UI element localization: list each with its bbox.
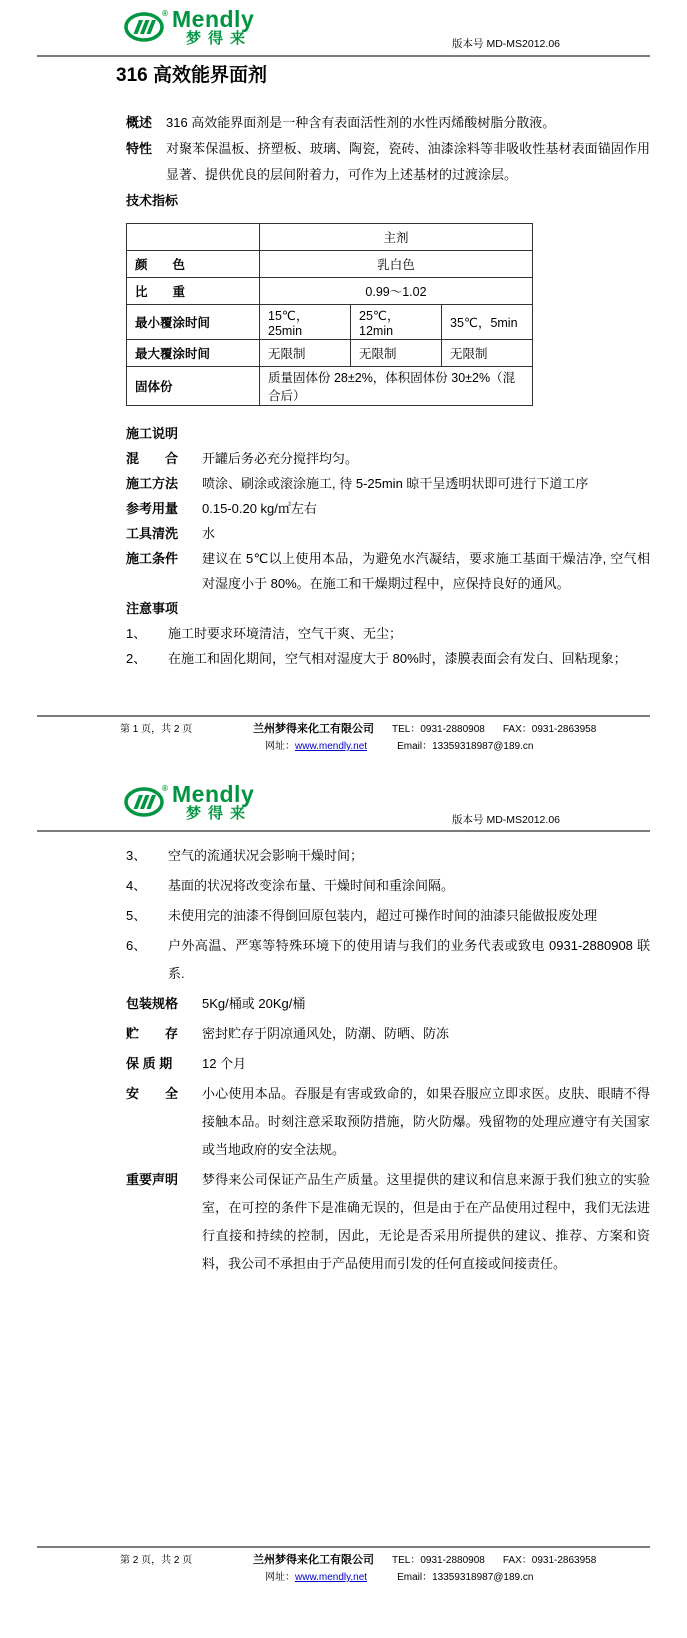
method-text: 喷涂、刷涂或滚涂施工, 待 5-25min 晾干呈透明状即可进行下道工序 bbox=[202, 476, 589, 491]
solids-value: 质量固体份 28±2%，体积固体份 30±2%（混合后） bbox=[260, 367, 533, 406]
page-number: 第 1 页，共 2 页 bbox=[120, 724, 193, 735]
mendly-logo-icon bbox=[124, 8, 170, 44]
note-text: 在施工和固化期间，空气相对湿度大于 80%时，漆膜表面会有发白、回粘现象； bbox=[168, 651, 627, 666]
header-rule bbox=[37, 55, 650, 57]
mixing-text: 开罐后务必充分搅拌均匀。 bbox=[202, 451, 359, 466]
footer-website bbox=[265, 741, 367, 752]
max-recoat-1: 无限制 bbox=[260, 340, 351, 367]
table-row bbox=[127, 278, 533, 305]
version-label: 版本号 MD-MS2012.06 bbox=[452, 814, 560, 826]
method-row bbox=[126, 471, 650, 496]
page-number: 第 2 页，共 2 页 bbox=[120, 1555, 193, 1566]
packaging-label: 包装规格 bbox=[126, 996, 179, 1011]
website-link[interactable]: www.mendly.net bbox=[295, 741, 368, 752]
footer-tel: TEL：0931-2880908 bbox=[392, 1555, 485, 1566]
note-number: 5、 bbox=[126, 908, 147, 923]
note-text: 基面的状况将改变涂布量、干燥时间和重涂间隔。 bbox=[168, 878, 455, 893]
dosage-text: 0.15-0.20 kg/㎡左右 bbox=[202, 501, 317, 516]
note-number: 3、 bbox=[126, 848, 147, 863]
registered-mark: ® bbox=[162, 784, 168, 793]
shelf-life-row bbox=[126, 1050, 650, 1078]
tool-cleaning-row bbox=[126, 521, 650, 546]
table-row bbox=[127, 367, 533, 406]
notes-heading: 注意事项 bbox=[126, 601, 179, 616]
disclaimer-text: 梦得来公司保证产品生产质量。这里提供的建议和信息来源于我们独立的实验室，在可控的条件下是准确无误的，但是由于在产品使用过程中，我们无法进行直接和持续的控制，因此，无论是否采用所提供的建议、推荐、方案和资料，我公司不承担由于产品使用而引发的任何直接或间接责任。 bbox=[202, 1172, 650, 1271]
dosage-row bbox=[126, 496, 650, 521]
mixing-row bbox=[126, 446, 650, 471]
condition-label: 施工条件 bbox=[126, 551, 179, 566]
page-1 bbox=[0, 0, 687, 770]
table-row bbox=[127, 305, 533, 340]
main-agent-header: 主剂 bbox=[260, 224, 533, 251]
page1-content bbox=[116, 0, 650, 671]
disclaimer-label: 重要声明 bbox=[126, 1172, 179, 1187]
note-item-6 bbox=[126, 932, 650, 988]
condition-text: 建议在 5℃以上使用本品，为避免水汽凝结，要求施工基面干燥洁净, 空气相对湿度小于 80%。在施工和干燥期过程中，应保持良好的通风。 bbox=[202, 551, 650, 591]
company-name: 兰州梦得来化工有限公司 bbox=[253, 1554, 374, 1566]
table-row bbox=[127, 251, 533, 278]
max-recoat-2: 无限制 bbox=[351, 340, 442, 367]
safety-text: 小心使用本品。吞服是有害或致命的，如果吞服应立即求医。皮肤、眼睛不得接触本品。时刻注意采取预防措施，防火防爆。残留物的处理应遵守有关国家或当地政府的安全法规。 bbox=[202, 1086, 650, 1157]
table-row bbox=[127, 340, 533, 367]
page2-content bbox=[126, 770, 650, 1278]
footer-info bbox=[253, 1551, 596, 1583]
condition-row bbox=[126, 546, 650, 596]
packaging-row bbox=[126, 990, 650, 1018]
min-recoat-label: 最小覆涂时间 bbox=[127, 305, 260, 340]
gravity-value: 0.99～1.02 bbox=[260, 278, 533, 305]
header-rule bbox=[37, 830, 650, 832]
brand-name-chinese: 梦得来 bbox=[186, 30, 253, 47]
color-label: 颜 色 bbox=[127, 251, 260, 278]
min-recoat-35c: 35℃，5min bbox=[442, 305, 533, 340]
website-label: 网址： bbox=[265, 741, 295, 752]
footer-email: Email：13359318987@189.cn bbox=[397, 741, 534, 752]
brand-logo bbox=[124, 8, 254, 47]
product-title: 316 高效能界面剂 bbox=[116, 65, 267, 86]
tool-cleaning-text: 水 bbox=[202, 526, 216, 541]
note-text: 户外高温、严寒等特殊环境下的使用请与我们的业务代表或致电 0931-2880908 联系. bbox=[168, 938, 650, 981]
footer-tel: TEL：0931-2880908 bbox=[392, 724, 485, 735]
footer-email: Email：13359318987@189.cn bbox=[397, 1572, 534, 1583]
note-text: 空气的流通状况会影响干燥时间； bbox=[168, 848, 364, 863]
safety-label: 安 全 bbox=[126, 1086, 179, 1101]
tool-cleaning-label: 工具清洗 bbox=[126, 526, 179, 541]
min-recoat-25c: 25℃，12min bbox=[351, 305, 442, 340]
packaging-text: 5Kg/桶或 20Kg/桶 bbox=[202, 996, 306, 1011]
note-item-5 bbox=[126, 902, 650, 930]
empty-cell bbox=[127, 224, 260, 251]
note-item-4 bbox=[126, 872, 650, 900]
page2-footer bbox=[37, 1546, 650, 1583]
brand-wordmark: Mendly bbox=[172, 781, 255, 807]
gravity-label: 比 重 bbox=[127, 278, 260, 305]
note-number: 6、 bbox=[126, 938, 147, 953]
method-label: 施工方法 bbox=[126, 476, 179, 491]
min-recoat-15c: 15℃，25min bbox=[260, 305, 351, 340]
color-value: 乳白色 bbox=[260, 251, 533, 278]
company-name: 兰州梦得来化工有限公司 bbox=[253, 723, 374, 735]
note-item-2 bbox=[126, 646, 650, 671]
max-recoat-3: 无限制 bbox=[442, 340, 533, 367]
website-label: 网址： bbox=[265, 1572, 295, 1583]
solids-label: 固体份 bbox=[127, 367, 260, 406]
note-text: 未使用完的油漆不得倒回原包装内，超过可操作时间的油漆只能做报废处理 bbox=[168, 908, 598, 923]
footer-fax: FAX：0931-2863958 bbox=[502, 1555, 597, 1566]
disclaimer-row bbox=[126, 1166, 650, 1278]
page-2 bbox=[0, 770, 687, 1638]
overview-label: 概述 bbox=[126, 115, 153, 130]
tech-heading: 技术指标 bbox=[126, 193, 179, 208]
tech-spec-table bbox=[126, 223, 533, 406]
logo-text bbox=[172, 8, 254, 47]
footer-info bbox=[253, 720, 596, 752]
storage-row bbox=[126, 1020, 650, 1048]
page1-footer bbox=[37, 715, 650, 752]
logo-text bbox=[172, 783, 254, 822]
footer-website bbox=[265, 1572, 367, 1583]
feature-text: 对聚苯保温板、挤塑板、玻璃、陶瓷，瓷砖、油漆涂料等非吸收性基材表面锚固作用显著、提供优良的层间附着力，可作为上述基材的过渡涂层。 bbox=[166, 141, 650, 182]
note-number: 1、 bbox=[126, 626, 147, 641]
overview-row bbox=[126, 110, 650, 136]
note-text: 施工时要求环境清洁，空气干爽、无尘； bbox=[168, 626, 403, 641]
construction-heading: 施工说明 bbox=[126, 426, 179, 441]
mendly-logo-icon bbox=[124, 783, 170, 819]
note-item-1 bbox=[126, 621, 650, 646]
note-number: 2、 bbox=[126, 651, 147, 666]
feature-row bbox=[126, 136, 650, 188]
website-link[interactable]: www.mendly.net bbox=[295, 1572, 368, 1583]
feature-label: 特性 bbox=[126, 141, 153, 156]
footer-fax: FAX：0931-2863958 bbox=[502, 724, 597, 735]
note-number: 4、 bbox=[126, 878, 147, 893]
registered-mark: ® bbox=[162, 9, 168, 18]
storage-label: 贮 存 bbox=[126, 1026, 179, 1041]
brand-logo bbox=[124, 783, 254, 822]
version-label: 版本号 MD-MS2012.06 bbox=[452, 38, 560, 50]
overview-text: 316 高效能界面剂是一种含有表面活性剂的水性丙烯酸树脂分散液。 bbox=[166, 115, 556, 130]
brand-name-chinese: 梦得来 bbox=[186, 805, 253, 822]
max-recoat-label: 最大覆涂时间 bbox=[127, 340, 260, 367]
shelf-life-label: 保 质 期 bbox=[126, 1056, 173, 1071]
shelf-life-text: 12 个月 bbox=[202, 1056, 247, 1071]
storage-text: 密封贮存于阴凉通风处，防潮、防晒、防冻 bbox=[202, 1026, 450, 1041]
table-row bbox=[127, 224, 533, 251]
safety-row bbox=[126, 1080, 650, 1164]
brand-wordmark: Mendly bbox=[172, 6, 255, 32]
dosage-label: 参考用量 bbox=[126, 501, 179, 516]
mixing-label: 混 合 bbox=[126, 451, 179, 466]
note-item-3 bbox=[126, 842, 650, 870]
